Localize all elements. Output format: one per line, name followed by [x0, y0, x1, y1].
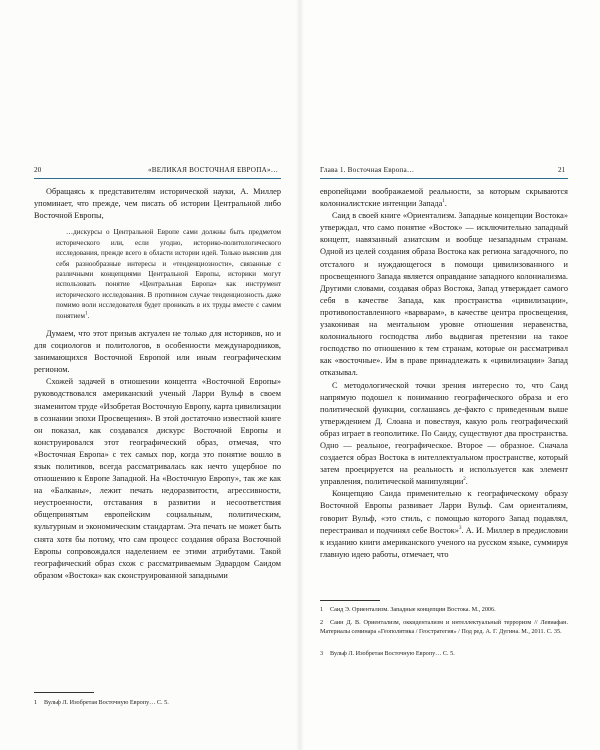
left-footnote: 1 Вульф Л. Изобретая Восточную Европу… С. 5.: [34, 699, 169, 706]
right-paragraph-4: Концепцию Саида применительно к географическому образу Восточной Европы развивает Ларри Вульф. Сам ориенталиям, говорит Вульф, «это стиль, с помощью которого Запад подавлял, перестраивал и подчинял себе Восток»$^3$. А. И. Миллер в предисловии к изданию книги американского ученого на русском языке, суммируя главную идею работы, отмечает, что: [320, 489, 568, 559]
right-header-rule: [320, 178, 568, 179]
left-text-column: [34, 186, 281, 582]
left-header-rule: [34, 178, 281, 179]
block-quote: …дискурсы о Центральной Европе сами должны быть предметом исторического или, если угодно, историко-политологического исследования, прежде всего в области истории идей. Только выяснив для себя разнообразные интересы и «тенденциозности», связанные с различными концепциями Центральной Европы, историки могут использовать понятие «Центральная Европа» как инструмент исторического исследования. В противном случае тенденциозность даже помимо воли исследователя будет проникать в их труды вместе с самим понятием$^1$.: [56, 228, 281, 320]
right-paragraph-1: европейцами воображаемой реальности, за которым скрываются колониалистские интенции Запада$^1$.: [320, 187, 568, 209]
right-paragraph-2: Саид в своей книге «Ориентализм. Западные концепции Востока» утверждал, что само понятие «Восток» — исключительно западный концепт, навязанный азиатским и вообще незападным странам. Одной из целей создания образа Востока как региона загадочного, по отсталого и нуждающегося в помощи цивилизованного и просвещенного Запада является оправдание западного колониализма. Другими словами, создавая образ Востока, Запад утверждает самого себя в качестве Запада, как пространства «цивилизации», противопоставленного «варварам», в качестве центра просвещения, узаконивая на ментальном уровне отношения неравенства, колониального господства либо выдвигая претензии на такое господство по отношению к тем странам, которые он рассматривал как «восточные». Им в праве принадлежать к «цивилизации» Запад отказывал.: [320, 211, 568, 378]
book-spine: [296, 0, 304, 750]
left-paragraph-3: Схожей задачей в отношении концепта «Восточной Европы» руководствовался американский ученый Ларри Вульф в своем знаменитом труде «Изобретая Восточную Европу, карта цивилизации в сознании эпохи Просвещения». В этой достаточно известной книге он показал, как создавался дискурс Восточной Европы и конструировался этот географический образ, отмечая, что «Восточная Европа» с тех самых пор, когда это понятие вошло в язык политиков, всегда рассматривалась как нечто ущербное по отношению к Европе Западной. На «Восточную Европу», так же как на «Балканы», лежит печать недоразвитости, агрессивности, неустроенности, отставания в развитии и несоответствия общепринятым европейским социальным, политическим, культурным и экономическим стандартам. Эта печать не может быть снята хотя бы потому, что сам процесс создания образа Восточной Европы сопровождался наделением ее этими атрибутами. Такой географический образ схож с рассматриваемым Эдвардом Саидом образом «Востока» как сконструированной западными: [34, 377, 281, 580]
left-running-title: «ВЕЛИКАЯ ВОСТОЧНАЯ ЕВРОПА»…: [148, 166, 279, 174]
right-page-number: 21: [558, 166, 566, 174]
left-page-number: 20: [34, 166, 42, 174]
right-running-title: Глава 1. Восточная Европа…: [320, 166, 415, 174]
left-footnote-separator: [34, 692, 94, 693]
right-text-column: [320, 186, 568, 561]
right-footnote-1: 1 Саид Э. Ориентализм. Западные концепции Востока. М., 2006.: [320, 606, 496, 613]
quote-footnote-ref: 1: [84, 311, 88, 317]
right-paragraph-3: С методологической точки зрения интересно то, что Саид напрямую подошел к пониманию географического образа и его политической функции, соглашаясь де-факто с приведенным выше утверждением Д. Слоана и повествуя, какую роль географический образ играет в геополитике. По Саиду, существуют два пространства. Одно — реальное, географическое. Второе — образное. Сначала создается образ Востока в интеллектуальном пространстве, который затем проецируется на реальность и используется как элемент управления, политической манипуляции$^2$.: [320, 380, 568, 487]
left-paragraph-2: Думаем, что этот призыв актуален не только для историков, но и для социологов и политологов, в особенности международников, занимающихся Восточной Европой или иным географическим регионом.: [34, 328, 281, 375]
left-intro-paragraph: Обращаясь к представителям исторической науки, А. Миллер упоминает, что прежде, чем писать об истории Центральной либо Восточной Европы,: [34, 187, 281, 221]
right-footnote-3: 3 Вульф Л. Изобретая Восточную Европу… С. 5.: [320, 650, 455, 657]
right-footnote-separator: [320, 600, 380, 601]
right-footnote-2: 2 Саин Д. В. Ориентализм, оккидентализм и интеллектуальный терроризм // Левиафан. Материалы семинара «Геополитика / Геостратегия» / Под ред. А. Г. Дугина. М., 2011. С. 35.: [320, 619, 568, 635]
